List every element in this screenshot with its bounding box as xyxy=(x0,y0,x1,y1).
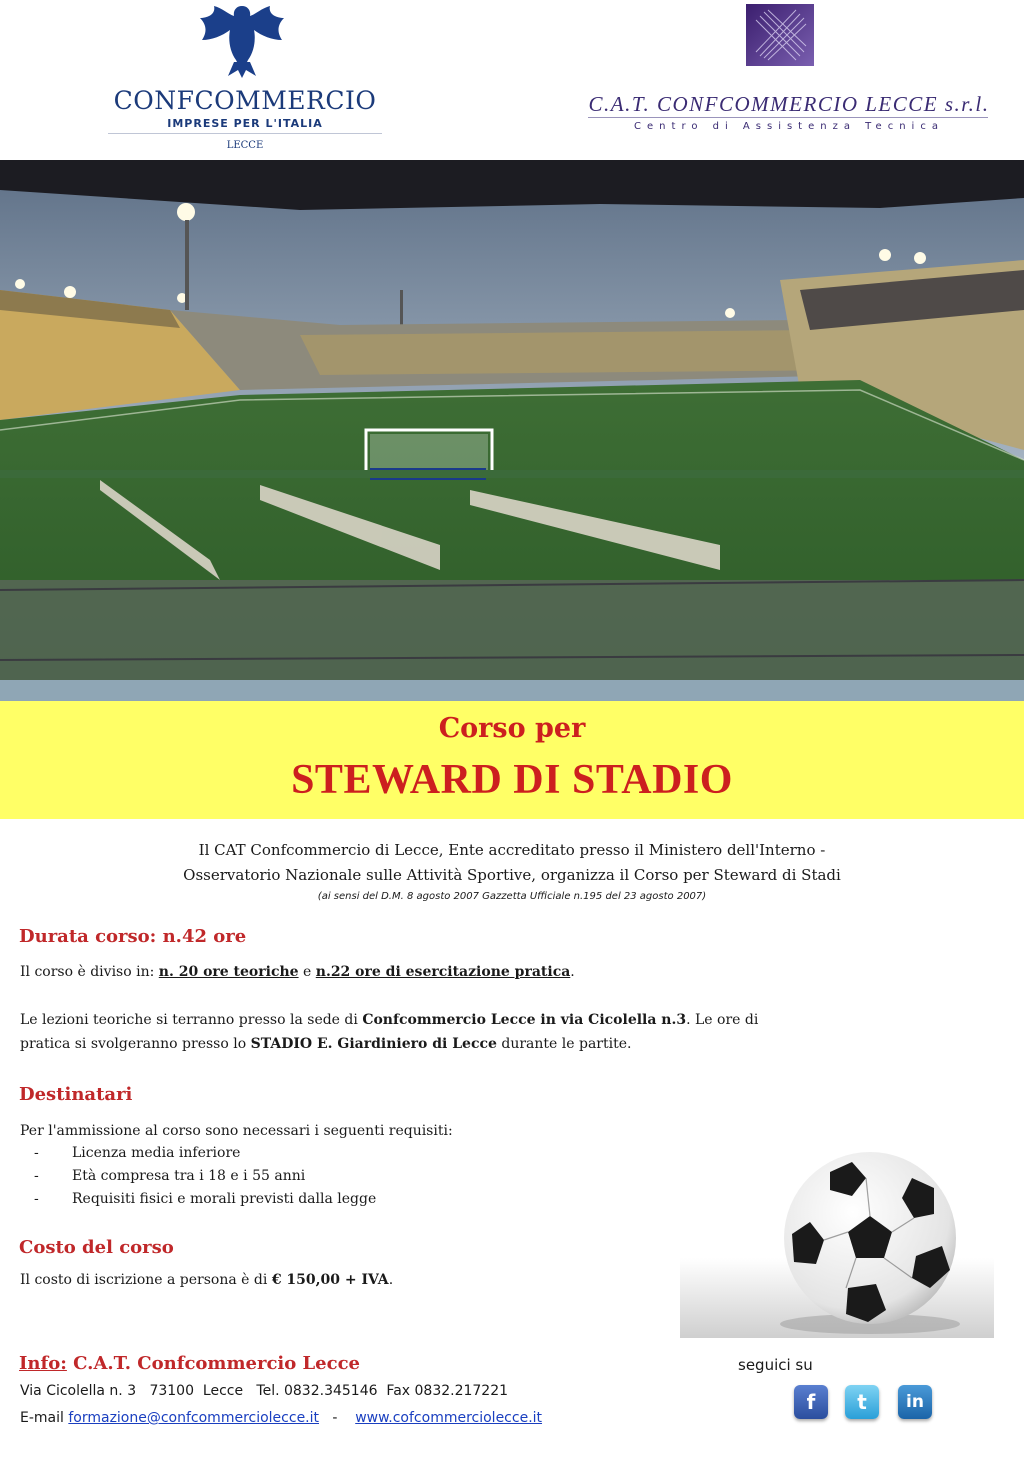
address-line: Via Cicolella n. 3 73100 Lecce Tel. 0832.345146 Fax 0832.217221 xyxy=(20,1383,509,1399)
split-end: . xyxy=(570,964,575,980)
lessons-stadium: STADIO E. Giardiniero di Lecce xyxy=(250,1036,497,1052)
cost-amount: € 150,00 + IVA xyxy=(271,1272,389,1288)
contact-separator: - xyxy=(319,1410,356,1426)
contact-line xyxy=(20,1410,542,1426)
list-dash: - xyxy=(34,1168,39,1184)
logo-title: CONFCOMMERCIO xyxy=(113,86,377,115)
list-item xyxy=(34,1164,305,1188)
follow-us-label: seguici su xyxy=(738,1356,813,1374)
cost-prefix: Il costo di iscrizione a persona è di xyxy=(20,1272,272,1288)
list-dash: - xyxy=(34,1191,39,1207)
list-item xyxy=(34,1141,240,1165)
twitter-icon[interactable]: t xyxy=(845,1385,879,1419)
stadium-photo xyxy=(0,160,1024,701)
lessons-d: pratica si svolgeranno presso lo xyxy=(20,1036,251,1052)
info-line xyxy=(19,1353,360,1374)
cost-text xyxy=(20,1268,393,1292)
cat-logo xyxy=(584,0,994,150)
logo-divider xyxy=(108,133,382,134)
lessons-f: durante le partite. xyxy=(496,1036,632,1052)
list-dash: - xyxy=(34,1145,39,1161)
logo-city: LECCE xyxy=(226,140,264,151)
confcommercio-logo xyxy=(100,0,390,160)
website-link[interactable]: www.cofcommerciolecce.it xyxy=(355,1410,543,1426)
intro-paragraph xyxy=(20,838,1004,888)
practice-hours: n.22 ore di esercitazione pratica xyxy=(315,964,571,980)
cat-title: C.A.T. CONFCOMMERCIO LECCE s.r.l. xyxy=(588,92,990,116)
theory-hours: n. 20 ore teoriche xyxy=(158,964,299,980)
list-item xyxy=(34,1187,376,1211)
email-label: E-mail xyxy=(20,1410,69,1426)
logo-subtitle: IMPRESE PER L'ITALIA xyxy=(167,117,323,130)
duration-heading: Durata corso: n.42 ore xyxy=(19,926,247,947)
soccer-ball-image xyxy=(680,1138,994,1338)
linkedin-icon[interactable]: in xyxy=(898,1385,932,1419)
requirement-text: Licenza media inferiore xyxy=(72,1145,241,1161)
cat-mark-icon xyxy=(746,4,814,66)
cat-mark-pattern xyxy=(746,4,814,66)
lessons-line-2 xyxy=(20,1032,1004,1056)
recipients-heading: Destinatari xyxy=(19,1084,133,1105)
lessons-paragraph xyxy=(20,1008,1004,1056)
title-band xyxy=(0,701,1024,819)
requirement-text: Requisiti fisici e morali previsti dalla legge xyxy=(72,1191,377,1207)
lessons-venue: Confcommercio Lecce in via Cicolella n.3 xyxy=(362,1012,687,1028)
requirements-intro: Per l'ammissione al corso sono necessari i seguenti requisiti: xyxy=(20,1123,453,1139)
lessons-a: Le lezioni teoriche si terranno presso la sede di xyxy=(20,1012,363,1028)
duration-split xyxy=(20,960,1000,984)
course-label: Corso per xyxy=(438,713,586,744)
eagle-icon xyxy=(192,0,292,80)
info-label: Info: xyxy=(19,1353,67,1374)
split-and: e xyxy=(298,964,316,980)
cat-subtitle: Centro di Assistenza Tecnica xyxy=(634,121,944,132)
lessons-line-1 xyxy=(20,1008,1004,1032)
cost-end: . xyxy=(388,1272,394,1288)
cost-heading: Costo del corso xyxy=(19,1237,174,1258)
cat-divider xyxy=(588,117,988,118)
facebook-icon[interactable]: f xyxy=(794,1385,828,1419)
info-org: C.A.T. Confcommercio Lecce xyxy=(66,1353,360,1374)
intro-line-2: Osservatorio Nazionale sulle Attività Sportive, organizza il Corso per Steward di Stadi xyxy=(183,866,841,884)
split-prefix: Il corso è diviso in: xyxy=(20,964,159,980)
lessons-c: . Le ore di xyxy=(686,1012,759,1028)
course-title: STEWARD DI STADIO xyxy=(291,757,733,803)
requirement-text: Età compresa tra i 18 e i 55 anni xyxy=(72,1168,306,1184)
legal-note: (ai sensi del D.M. 8 agosto 2007 Gazzetta Ufficiale n.195 del 23 agosto 2007) xyxy=(317,891,707,902)
email-link[interactable]: formazione@confcommerciolecce.it xyxy=(68,1410,320,1426)
intro-line-1: Il CAT Confcommercio di Lecce, Ente accreditato presso il Ministero dell'Interno - xyxy=(198,841,826,859)
